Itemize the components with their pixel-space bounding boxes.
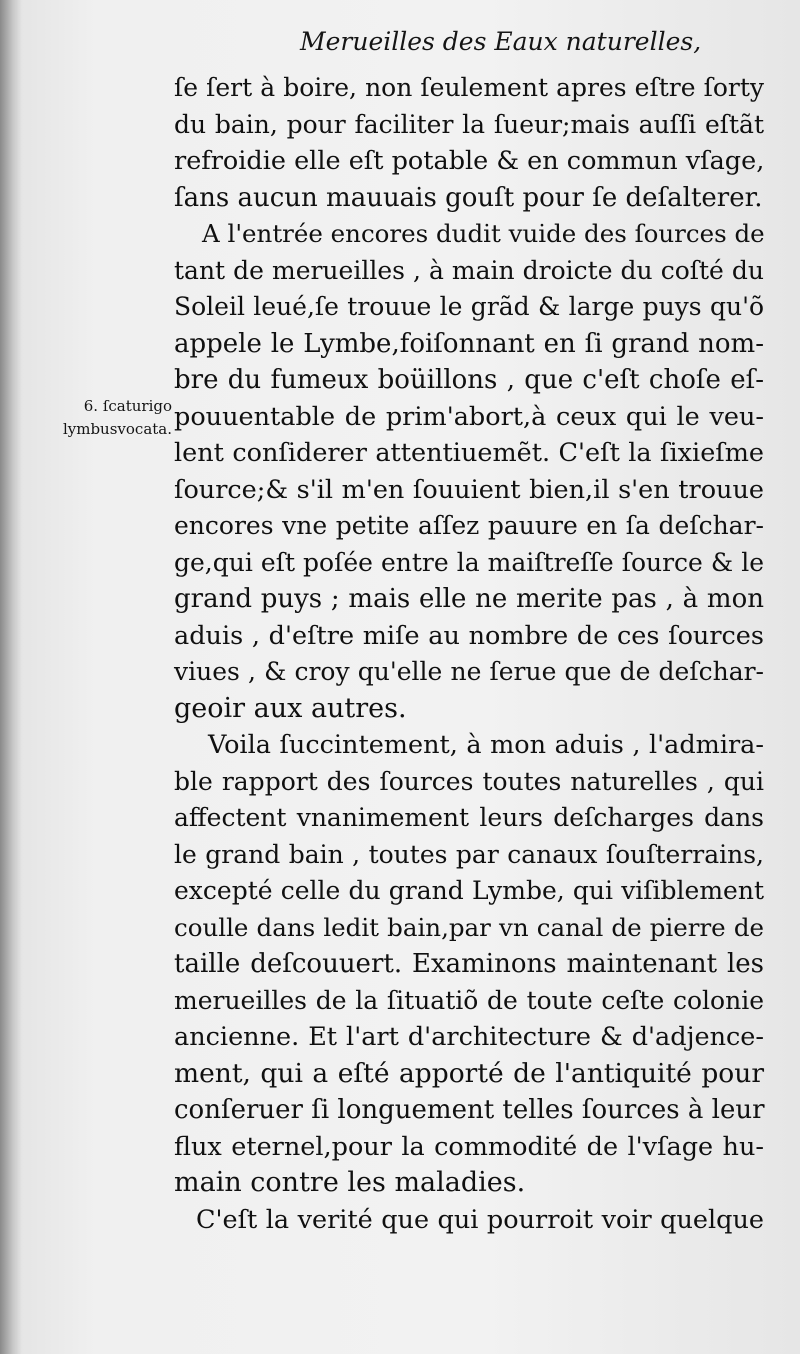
text-line: A l'entrée encores dudit vuide des ſources de — [202, 219, 765, 248]
text-line: ancienne. Et l'art d'architecture & d'adjence- — [174, 1022, 764, 1052]
text-line: Voila ſuccintement, à mon aduis , l'admira- — [208, 730, 764, 760]
text-line: ble rapport des ſources toutes naturelles , qui — [174, 766, 764, 796]
text-line: geoir aux autres. — [174, 692, 407, 724]
text-line: ment, qui a eſté apporté de l'antiquité pour — [174, 1057, 764, 1089]
text-line: main contre les maladies. — [174, 1167, 526, 1198]
text-line: Soleil leué,ſe trouue le grãd & large puys qu'õ — [174, 292, 764, 321]
text-line: refroidie elle eſt potable & en commun vſage, — [174, 146, 765, 176]
text-line: appele le Lymbe,foiſonnant en ſi grand nom- — [174, 328, 764, 359]
text-line: le grand bain , toutes par canaux ſouſterrains, — [174, 839, 764, 869]
text-line: du bain, pour faciliter la ſueur;mais auſſi eſtãt — [174, 109, 764, 139]
running-head: Merueilles des Eaux naturelles, — [300, 27, 702, 56]
text-line: conſeruer ſi longuement telles ſources à leur — [174, 1095, 765, 1125]
text-line: viues , & croy qu'elle ne ſerue que de deſchar- — [174, 657, 764, 686]
text-line: pouuentable de prim'abort,à ceux qui le veu- — [174, 401, 764, 432]
text-line: aduis , d'eſtre miſe au nombre de ces ſources — [174, 620, 764, 651]
text-line: merueilles de la ſituatiõ de toute ceſte colonie — [174, 985, 764, 1015]
text-line: ſans aucun mauuais gouſt pour ſe deſalterer. — [174, 182, 763, 213]
text-line: ſource;& s'il m'en ſouuient bien,il s'en trouue — [174, 474, 764, 505]
margin-note-line-1: 6. ſcaturigo — [83, 397, 172, 415]
text-line: tant de merueilles , à main droicte du coſté du — [174, 255, 764, 285]
text-line: ſe ſert à boire, non ſeulement apres eſtre ſorty — [174, 73, 764, 102]
text-line: encores vne petite aſſez pauure en ſa deſchar- — [174, 511, 764, 540]
text-line: bre du fumeux boüillons , que c'eſt choſe eſ- — [174, 365, 764, 395]
text-line: grand puys ; mais elle ne merite pas , à mon — [174, 584, 764, 614]
text-line: ge,qui eſt poſée entre la maiſtreſſe ſource & le — [174, 547, 764, 577]
text-line: coulle dans ledit bain,par vn canal de pierre de — [174, 912, 764, 942]
margin-note-line-2: lymbusvocata. — [62, 420, 172, 438]
text-line: affectent vnanimement leurs deſcharges dans — [174, 803, 764, 832]
gutter-shadow — [0, 0, 22, 1354]
text-line: lent conſiderer attentiuemẽt. C'eſt la ſixieſme — [174, 438, 764, 468]
text-line: flux eternel,pour la commodité de l'vſage hu- — [174, 1131, 764, 1162]
text-line: C'eſt la verité que qui pourroit voir quelque — [196, 1204, 764, 1235]
text-line: excepté celle du grand Lymbe, qui viſiblement — [174, 876, 764, 905]
text-line: taille deſcouuert. Examinons maintenant les — [174, 949, 764, 979]
